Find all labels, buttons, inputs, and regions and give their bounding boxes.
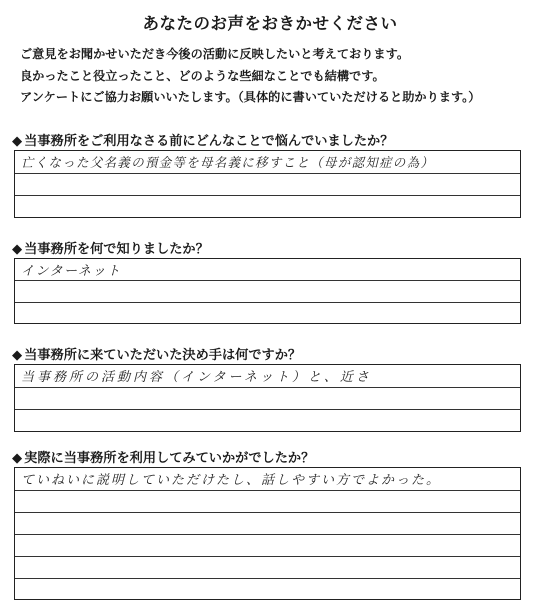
answer-box-2 bbox=[14, 258, 521, 324]
question-4-text: 実際に当事務所を利用してみていかがでしたか？ bbox=[24, 451, 315, 466]
answer-2-text: インターネット bbox=[21, 264, 122, 279]
question-3-text: 当事務所に来ていただいた決め手は何ですか？ bbox=[24, 348, 302, 363]
question-1-text: 当事務所をご利用なさる前にどんなことで悩んでいましたか？ bbox=[24, 134, 394, 149]
answer-box-4 bbox=[14, 467, 521, 600]
answer-3-text: 当事務所の活動内容（インターネット）と、近さ bbox=[21, 370, 372, 385]
diamond-bullet-icon: ◆ bbox=[12, 134, 23, 149]
answer-1-text: 亡くなった父名義の預金等を母名義に移すこと（母が認知症の為） bbox=[21, 156, 435, 171]
answer-line bbox=[15, 578, 520, 579]
answer-line bbox=[15, 173, 520, 174]
answer-line bbox=[15, 490, 520, 491]
question-4 bbox=[12, 447, 532, 466]
answer-line bbox=[15, 302, 520, 303]
answer-line bbox=[15, 387, 520, 388]
answer-line bbox=[15, 512, 520, 513]
question-2 bbox=[12, 238, 532, 257]
answer-line bbox=[15, 280, 520, 281]
diamond-bullet-icon: ◆ bbox=[12, 348, 23, 363]
diamond-bullet-icon: ◆ bbox=[12, 451, 23, 466]
answer-line bbox=[15, 556, 520, 557]
answer-box-3 bbox=[14, 364, 521, 432]
intro-line-1: ご意見をお聞かせいただき今後の活動に反映したいと考えております。 bbox=[20, 47, 410, 61]
question-1 bbox=[12, 130, 532, 149]
diamond-bullet-icon: ◆ bbox=[12, 242, 23, 257]
question-3 bbox=[12, 344, 532, 363]
answer-line bbox=[15, 534, 520, 535]
answer-4-text: ていねいに説明していただけたし、話しやすい方でよかった。 bbox=[21, 473, 442, 488]
answer-line bbox=[15, 409, 520, 410]
intro-line-3: アンケートにご協力お願いいたします。（具体的に書いていただけると助かります。） bbox=[20, 90, 481, 104]
answer-box-1 bbox=[14, 150, 521, 218]
question-2-text: 当事務所を何で知りましたか？ bbox=[24, 242, 209, 257]
survey-title: あなたのお声をおきかせください bbox=[142, 14, 398, 33]
answer-line bbox=[15, 195, 520, 196]
intro-line-2: 良かったこと役立ったこと、どのような些細なことでも結構です。 bbox=[20, 68, 385, 83]
intro-text bbox=[20, 44, 530, 109]
